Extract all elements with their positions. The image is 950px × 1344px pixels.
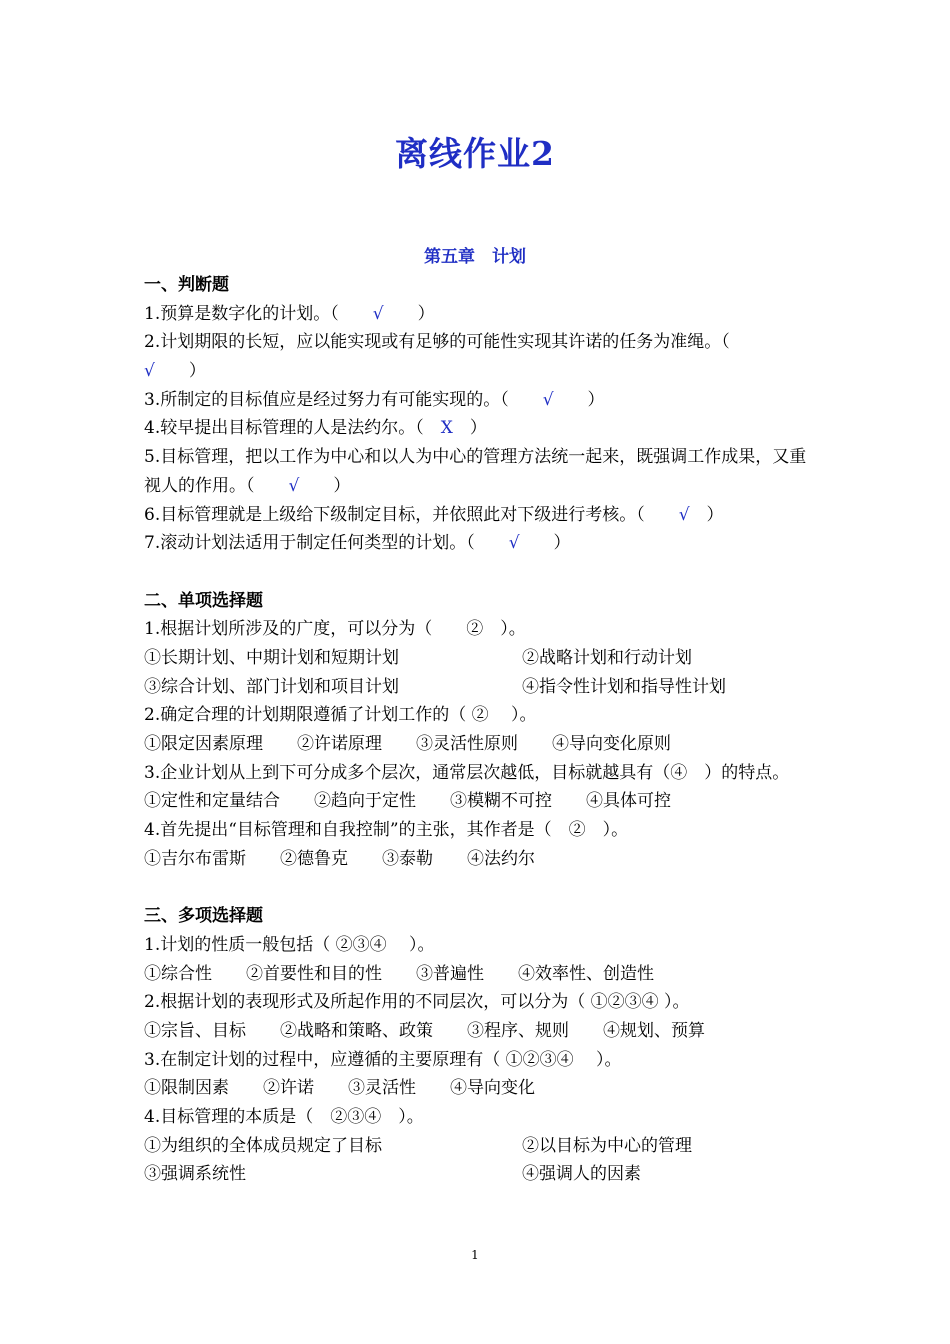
single-q3-options: ①定性和定量结合 ②趋向于定性 ③模糊不可控 ④具体可控 [144,791,671,812]
judge-question-4: 4.较早提出目标管理的人是法约尔。（ X ） [144,418,487,439]
multi-q4-options-row-1 [144,1132,812,1161]
option: ③综合计划、部门计划和项目计划 [144,676,399,697]
answer-mark: √ [144,361,155,382]
single-q4-options: ①吉尔布雷斯 ②德鲁克 ③泰勒 ④法约尔 [144,848,535,869]
chapter-heading: 第五章 计划 [424,247,526,267]
section-heading-single: 二、单项选择题 [144,590,263,611]
document-title: 离线作业2 [395,134,555,173]
multi-question-2: 2.根据计划的表现形式及所起作用的不同层次，可以分为（ ①②③④ ）。 [144,992,690,1013]
option: ②战略计划和行动计划 [522,648,692,668]
section-heading-multi: 三、多项选择题 [144,906,263,927]
option: ③强调系统性 [144,1164,246,1185]
judge-question-6: 6.目标管理就是上级给下级制定目标，并依照此对下级进行考核。（ √ ） [144,504,724,525]
single-question-1: 1.根据计划所涉及的广度，可以分为（ ② ）。 [144,619,526,640]
spacer [144,874,812,903]
multi-q1-options: ①综合性 ②首要性和目的性 ③普遍性 ④效率性、创造性 [144,963,654,984]
single-q2-options: ①限定因素原理 ②许诺原理 ③灵活性原则 ④导向变化原则 [144,734,671,755]
option: ①长期计划、中期计划和短期计划 [144,648,399,668]
document-body [144,271,812,1189]
judge-question-2: 2.计划期限的长短，应以能实现或有足够的可能性实现其许诺的任务为准绳。（ √ ） [144,332,730,382]
single-question-3: 3.企业计划从上到下可分成多个层次，通常层次越低，目标就越具有（④ ）的特点。 [144,762,790,783]
page-number: 1 [471,1248,479,1262]
answer-mark: √ [508,533,520,554]
multi-question-4: 4.目标管理的本质是（ ②③④ ）。 [144,1107,424,1128]
judge-question-5: 5.目标管理，把以工作为中心和以人为中心的管理方法统一起来，既强调工作成果，又重视人的作用。（ √ ） [144,447,807,496]
single-q1-options-row-1 [144,644,812,673]
single-question-2: 2.确定合理的计划期限遵循了计划工作的（ ② ）。 [144,705,537,726]
option: ④强调人的因素 [522,1164,641,1185]
option: ④指令性计划和指导性计划 [522,676,726,697]
answer-mark: √ [372,303,384,324]
single-q1-options-row-2 [144,673,812,702]
judge-question-7: 7.滚动计划法适用于制定任何类型的计划。（ √ ） [144,533,571,554]
answer-mark: √ [542,389,554,410]
option: ②以目标为中心的管理 [522,1135,692,1156]
judge-question-1: 1.预算是数字化的计划。（ √ ） [144,303,435,324]
multi-q3-options: ①限制因素 ②许诺 ③灵活性 ④导向变化 [144,1078,535,1099]
answer-mark: √ [678,504,690,525]
answer-mark: X [440,418,453,439]
judge-question-3: 3.所制定的目标值应是经过努力有可能实现的。（ √ ） [144,389,605,410]
multi-q2-options: ①宗旨、目标 ②战略和策略、政策 ③程序、规则 ④规划、预算 [144,1020,705,1041]
multi-q4-options-row-2 [144,1160,812,1189]
option: ①为组织的全体成员规定了目标 [144,1135,382,1156]
spacer [144,558,812,587]
single-question-4: 4.首先提出“目标管理和自我控制”的主张，其作者是（ ② ）。 [144,820,629,841]
section-heading-judge: 一、判断题 [144,275,229,295]
multi-question-1: 1.计划的性质一般包括（ ②③④ ）。 [144,934,435,955]
multi-question-3: 3.在制定计划的过程中，应遵循的主要原理有（ ①②③④ ）。 [144,1049,622,1070]
answer-mark: √ [288,475,300,496]
